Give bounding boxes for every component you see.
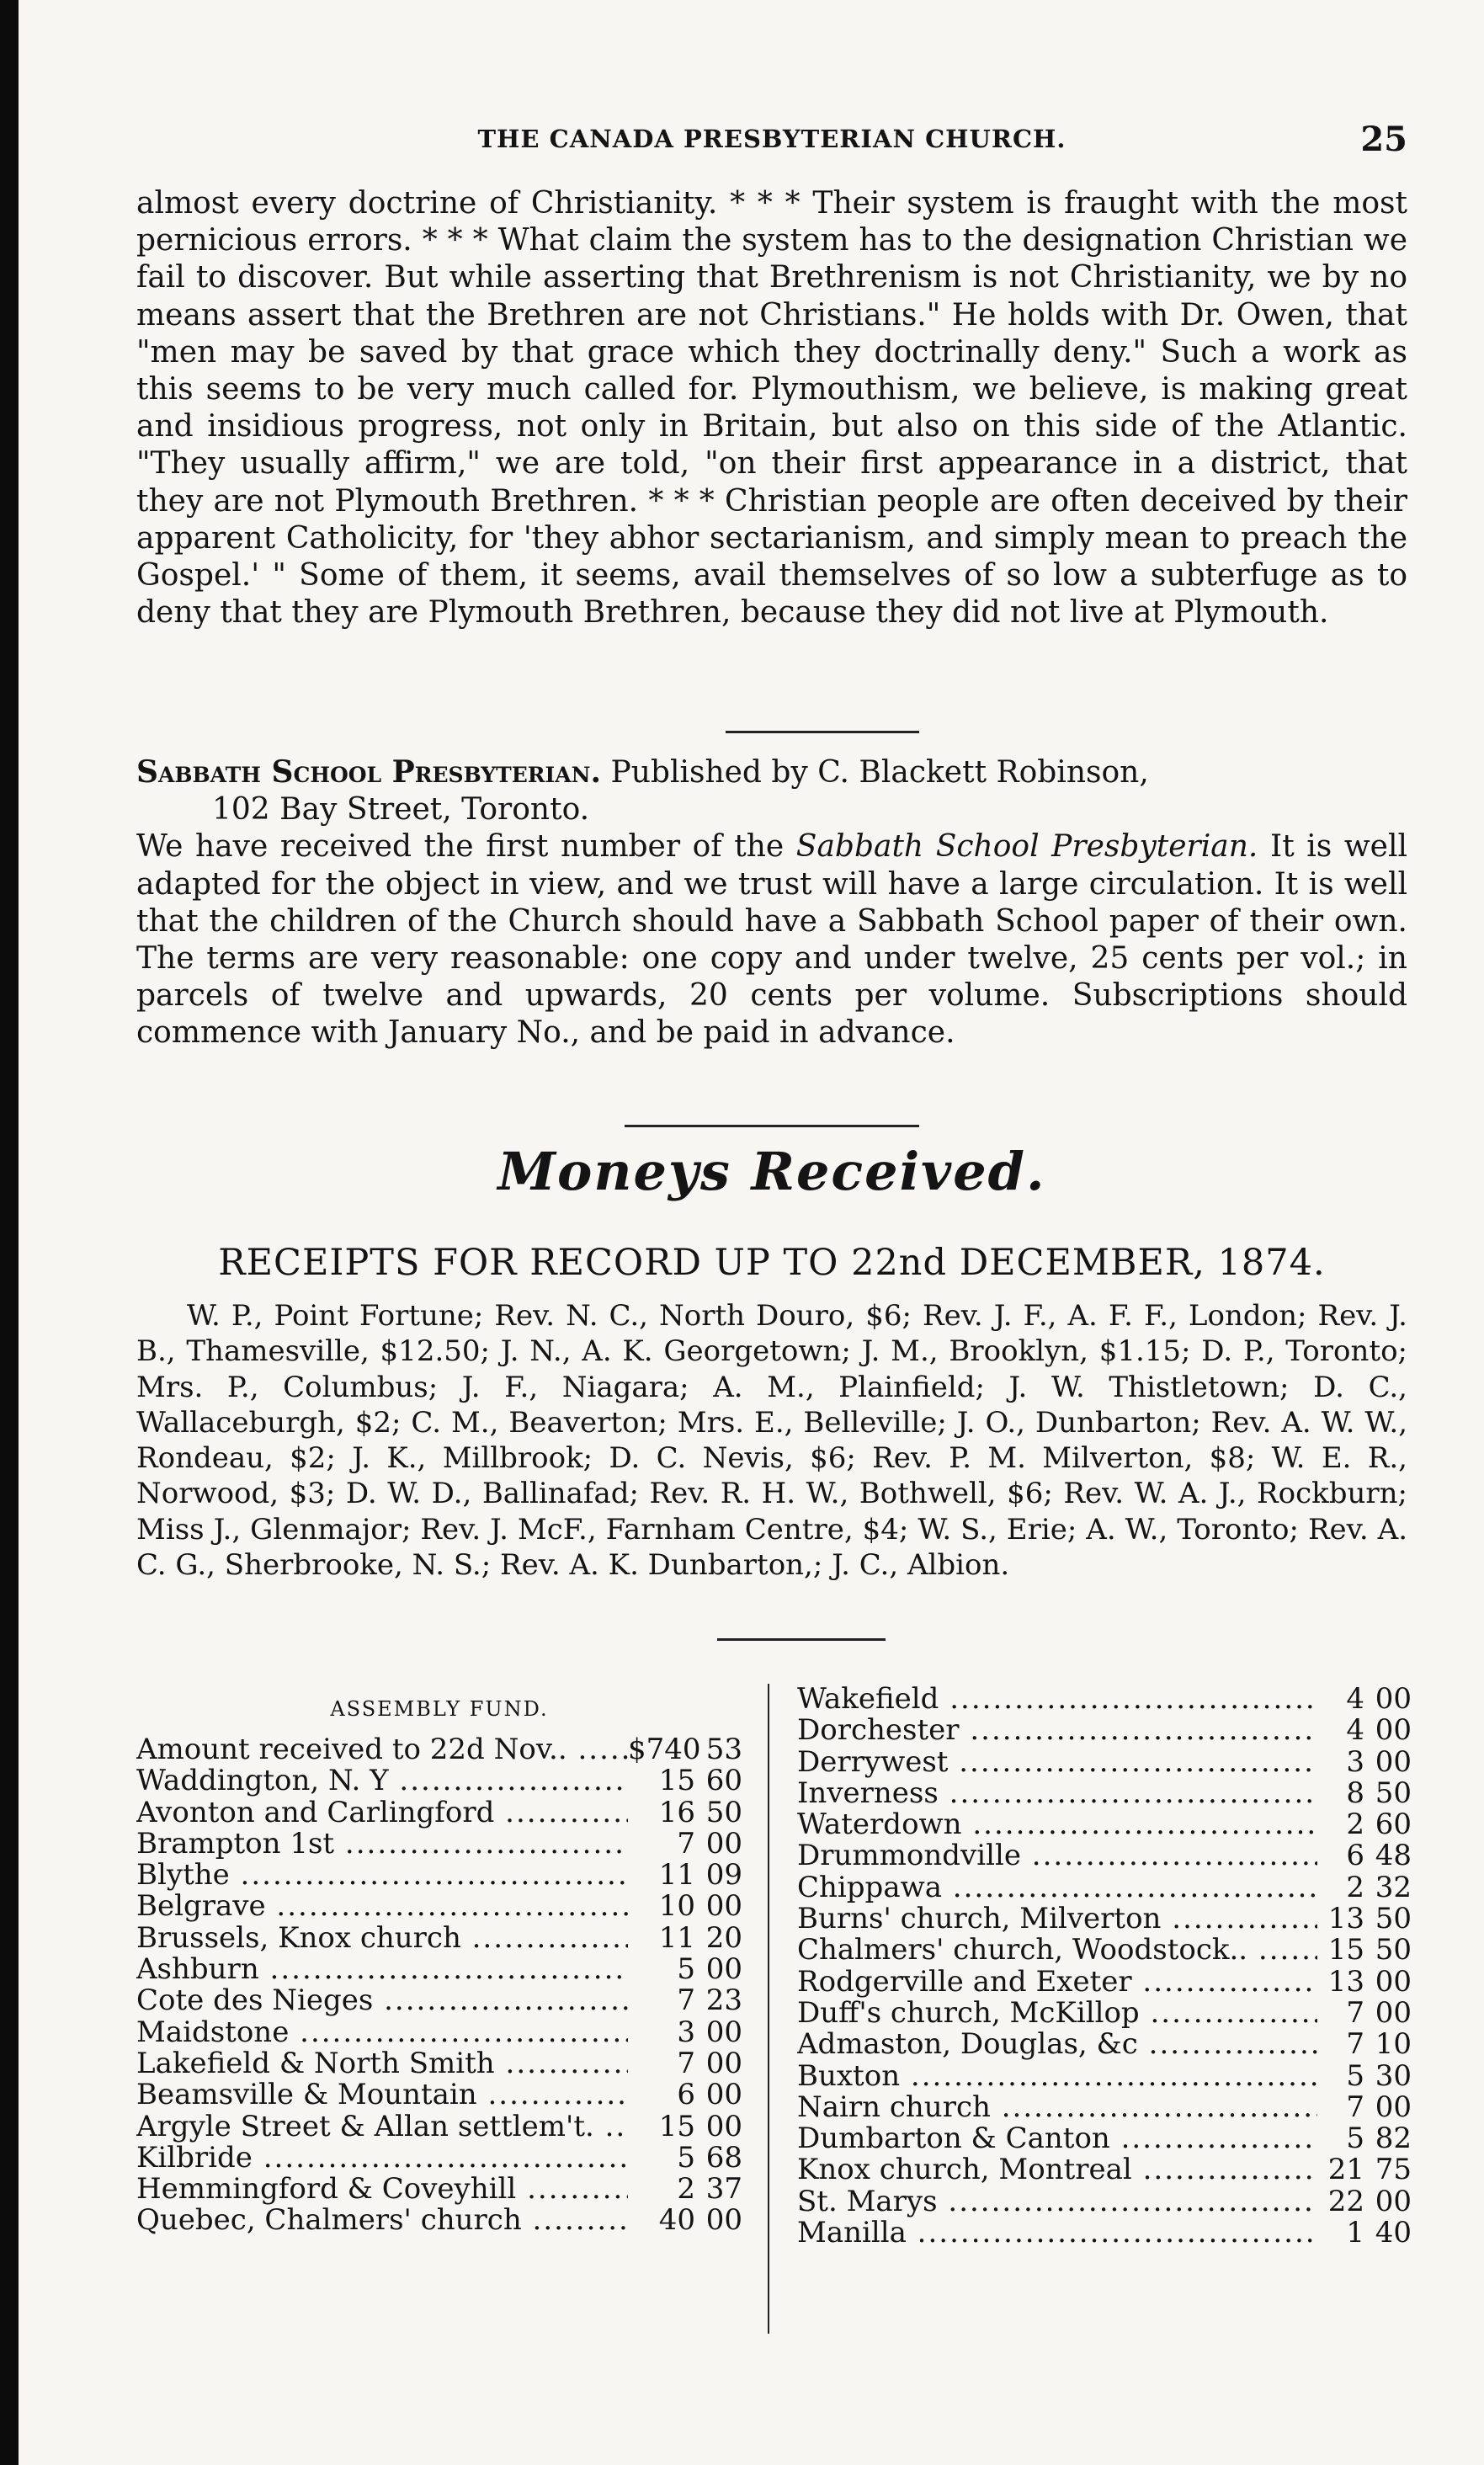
fund-row-name: Burns' church, Milverton ..... xyxy=(797,1903,1317,1935)
fund-row-dollars: 40 xyxy=(658,2203,695,2238)
fund-row xyxy=(136,1954,742,1985)
fund-row xyxy=(797,1809,1412,1840)
running-title: THE CANADA PRESBYTERIAN CHURCH. xyxy=(477,125,1066,153)
fund-row-cents: 82 xyxy=(1375,2122,1412,2156)
fund-row-name: Belgrave ..... xyxy=(136,1891,628,1922)
fund-row-name: Amount received to 22d Nov.. ..... xyxy=(136,1734,628,1765)
fund-row xyxy=(797,1964,1412,1999)
article-sabbath-school xyxy=(136,753,1407,1052)
fund-row xyxy=(136,1860,742,1891)
fund-row-cents: 09 xyxy=(705,1858,742,1893)
fund-row-name: Knox church, Montreal ..... xyxy=(797,2154,1317,2185)
fund-row-cents: 00 xyxy=(1375,1682,1412,1716)
fund-row-dollars: 7 xyxy=(1346,2090,1364,2124)
fund-row xyxy=(136,2111,742,2143)
moneys-received-heading: Moneys Received. xyxy=(497,1141,1046,1202)
fund-row-name: Rodgerville and Exeter ..... xyxy=(797,1967,1317,1998)
fund-row xyxy=(136,2048,742,2079)
fund-row-dollars: $740 xyxy=(628,1733,701,1766)
fund-row-cents: 50 xyxy=(1375,1933,1412,1967)
fund-row xyxy=(136,1920,742,1955)
fund-row xyxy=(797,2154,1412,2185)
fund-row-name: Wakefield ..... xyxy=(797,1684,1317,1715)
fund-row-cents: 00 xyxy=(705,1952,742,1987)
fund-row-cents: 00 xyxy=(705,2203,742,2238)
fund-row-name: Waterdown ..... xyxy=(797,1809,1317,1840)
fund-row-dollars: 7 xyxy=(1346,1995,1364,2030)
fund-row-name: Lakefield & North Smith ..... xyxy=(136,2048,628,2079)
fund-row-dollars: 11 xyxy=(658,1920,695,1955)
fund-row-dollars: 3 xyxy=(1346,1744,1364,1779)
fund-row-name: Avonton and Carlingford ..... xyxy=(136,1797,628,1829)
fund-row-cents: 75 xyxy=(1375,2153,1412,2187)
fund-row-cents: 60 xyxy=(1375,1807,1412,1842)
fund-row-name: Hemmingford & Coveyhill ..... xyxy=(136,2174,628,2205)
fund-row-dollars: 3 xyxy=(677,2015,695,2049)
page xyxy=(136,0,1412,2465)
fund-row xyxy=(797,1744,1412,1779)
fund-row-name: Inverness ..... xyxy=(797,1778,1317,1809)
fund-row-cents: 48 xyxy=(1375,1839,1412,1873)
fund-row-dollars: 7 xyxy=(677,2046,695,2080)
fund-row-name: St. Marys ..... xyxy=(797,2186,1317,2217)
fund-row-dollars: 8 xyxy=(1346,1776,1364,1810)
fund-row xyxy=(136,2079,742,2111)
fund-row-dollars: 15 xyxy=(1327,1933,1364,1967)
fund-row xyxy=(797,1995,1412,2030)
fund-row xyxy=(136,1891,742,1922)
fund-row-dollars: 2 xyxy=(1346,1870,1364,1904)
fund-row xyxy=(797,2058,1412,2093)
article-body-after: It is well adapted for the object in view, and we trust will have a large circulation. It is well that the children of the Church should have a Sabbath School paper of their own. The terms are very reasonable: one copy and under twelve, 25 cents per vol.; in parcels of twelve and upwards, 20 cents per volume. Subscriptions should commence with January No., and be paid in advance. xyxy=(136,829,1407,1051)
fund-row-cents: 50 xyxy=(1375,1902,1412,1936)
fund-row-cents: 00 xyxy=(705,2109,742,2143)
fund-row-cents: 32 xyxy=(1375,1870,1412,1904)
fund-row xyxy=(797,2029,1412,2060)
fund-row-name: Nairn church ..... xyxy=(797,2092,1317,2123)
fund-row-name: Chalmers' church, Woodstock.. ..... xyxy=(797,1935,1317,1966)
column-divider xyxy=(768,1684,769,2334)
fund-row-name: Ashburn ..... xyxy=(136,1954,628,1985)
fund-row xyxy=(136,1826,742,1861)
fund-row-name: Cote des Nieges ..... xyxy=(136,1985,628,2016)
fund-row-dollars: 11 xyxy=(658,1858,695,1893)
scan-edge xyxy=(0,0,19,2465)
fund-row-name: Brampton 1st ..... xyxy=(136,1829,628,1860)
fund-row-cents: 00 xyxy=(705,1826,742,1861)
article-title: Sabbath School Presbyterian. xyxy=(136,754,602,790)
fund-right-column xyxy=(797,1684,1412,2249)
fund-row-dollars: 2 xyxy=(677,2172,695,2207)
fund-row-name: Derrywest ..... xyxy=(797,1747,1317,1778)
fund-row-cents: 30 xyxy=(1375,2058,1412,2093)
fund-row-name: Maidstone ..... xyxy=(136,2017,628,2048)
running-header xyxy=(136,120,1407,162)
fund-row-dollars: 7 xyxy=(1346,2027,1364,2062)
fund-row-dollars: 15 xyxy=(658,1764,695,1798)
fund-row-cents: 53 xyxy=(705,1733,742,1766)
fund-row-cents: 00 xyxy=(705,2078,742,2112)
fund-row-cents: 23 xyxy=(705,1983,742,2018)
page-number: 25 xyxy=(1360,120,1407,159)
fund-row-dollars: 5 xyxy=(1346,2058,1364,2093)
fund-row xyxy=(797,1715,1412,1746)
fund-row-name: Dorchester ..... xyxy=(797,1715,1317,1746)
section-divider xyxy=(717,1638,886,1641)
fund-row-dollars: 5 xyxy=(677,1952,695,1987)
fund-row-dollars: 2 xyxy=(1346,1807,1364,1842)
fund-row-cents: 60 xyxy=(705,1764,742,1798)
fund-row-name: Dumbarton & Canton ..... xyxy=(797,2123,1317,2154)
fund-row-name: Beamsville & Mountain ..... xyxy=(136,2079,628,2111)
fund-row-name: Argyle Street & Allan settlem't. ..... xyxy=(136,2111,628,2143)
fund-row-name: Buxton ..... xyxy=(797,2061,1317,2092)
fund-row-cents: 20 xyxy=(705,1920,742,1955)
fund-row xyxy=(797,2217,1412,2249)
fund-row xyxy=(797,1872,1412,1903)
fund-row xyxy=(797,1935,1412,1966)
fund-row xyxy=(797,2123,1412,2154)
publisher-address: 102 Bay Street, Toronto. xyxy=(212,792,590,828)
fund-row-name: Blythe ..... xyxy=(136,1860,628,1891)
fund-row-name: Kilbride ..... xyxy=(136,2143,628,2174)
article-body-before: We have received the first number of the xyxy=(136,829,796,865)
fund-row-dollars: 6 xyxy=(677,2078,695,2112)
fund-row-dollars: 7 xyxy=(677,1983,695,2018)
fund-row-cents: 10 xyxy=(1375,2027,1412,2062)
fund-row-name: Brussels, Knox church ..... xyxy=(136,1923,628,1954)
fund-row-cents: 00 xyxy=(1375,2184,1412,2218)
fund-row-name: Drummondville ..... xyxy=(797,1840,1317,1871)
fund-row xyxy=(136,1734,742,1765)
receipts-list xyxy=(136,1298,1407,1583)
fund-row-name: Chippawa ..... xyxy=(797,1872,1317,1903)
article-body-title: Sabbath School Presbyterian. xyxy=(795,829,1258,865)
fund-row-dollars: 6 xyxy=(1346,1839,1364,1873)
fund-row-dollars: 22 xyxy=(1327,2184,1364,2218)
fund-row-cents: 00 xyxy=(1375,1744,1412,1779)
receipts-text: W. P., Point Fortune; Rev. N. C., North Douro, $6; Rev. J. F., A. F. F., London; Rev. J. B., Thamesville, $12.50; J. N., A. K. Georgetown; J. M., Brooklyn, $1.15; D. P., Toronto; Mrs. P., Columbus; J. F., Niagara; A. M., Plainfield; J. W. Thistletown; D. C., Wallaceburgh, $2; C. M., Beaverton; Mrs. E., Belleville; J. O., Dunbarton; Rev. A. W. W., Rondeau, $2; J. K., Millbrook; D. C. Nevis, $6; Rev. P. M. Milverton, $8; W. E. R., Norwood, $3; D. W. D., Ballinafad; Rev. R. H. W., Bothwell, $6; Rev. W. A. J., Rockburn; Miss J., Glenmajor; Rev. J. McF., Farnham Centre, $4; W. S., Erie; A. W., Toronto; Rev. A. C. G., Sherbrooke, N. S.; Rev. A. K. Dunbarton,; J. C., Albion. xyxy=(136,1299,1407,1583)
fund-row xyxy=(136,2174,742,2205)
fund-row-cents: 00 xyxy=(1375,1713,1412,1748)
fund-row-cents: 00 xyxy=(1375,1995,1412,2030)
fund-row-dollars: 4 xyxy=(1346,1682,1364,1716)
section-divider xyxy=(625,1125,919,1127)
fund-left-column xyxy=(136,1684,742,2237)
fund-row-dollars: 13 xyxy=(1327,1964,1364,1999)
fund-row xyxy=(136,2017,742,2048)
fund-row-name: Admaston, Douglas, &c ..... xyxy=(797,2029,1317,2060)
fund-row xyxy=(797,2186,1412,2217)
fund-row-name: Quebec, Chalmers' church ..... xyxy=(136,2205,628,2236)
fund-row xyxy=(797,1903,1412,1935)
fund-row xyxy=(797,2092,1412,2123)
fund-row-dollars: 5 xyxy=(677,2140,695,2175)
publisher-line: Published by C. Blackett Robinson, xyxy=(610,755,1149,790)
fund-row xyxy=(797,1684,1412,1715)
fund-title: ASSEMBLY FUND. xyxy=(330,1697,549,1721)
fund-row-cents: 50 xyxy=(1375,1776,1412,1810)
section-divider xyxy=(726,731,919,733)
fund-row xyxy=(136,1797,742,1829)
fund-row-cents: 50 xyxy=(705,1795,742,1829)
fund-row-cents: 00 xyxy=(705,1889,742,1924)
fund-row xyxy=(136,1985,742,2016)
assembly-fund-table xyxy=(136,1682,1412,2425)
fund-row-dollars: 10 xyxy=(658,1889,695,1924)
fund-row-dollars: 5 xyxy=(1346,2122,1364,2156)
fund-row-dollars: 21 xyxy=(1327,2153,1364,2187)
fund-row-cents: 00 xyxy=(705,2015,742,2049)
fund-row-cents: 00 xyxy=(1375,1964,1412,1999)
fund-row-name: Waddington, N. Y ..... xyxy=(136,1765,628,1797)
fund-row-dollars: 16 xyxy=(658,1795,695,1829)
fund-row xyxy=(797,1778,1412,1809)
article-plymouthism-text: almost every doctrine of Christianity. * * * Their system is fraught with the most pernicious errors. * * * What claim the system has to the designation Christian we fail to discover. But while asserting that Brethrenism is not Christianity, we by no means assert that the Brethren are not Christians." He holds with Dr. Owen, that "men may be saved by that grace which they doctrinally deny." Such a work as this seems to be very much called for. Plymouthism, we believe, is making great and insidious progress, not only in Britain, but also on this side of the Atlantic. "They usually affirm," we are told, "on their first appearance in a district, that they are not Plymouth Brethren. * * * Christian people are often deceived by their apparent Catholicity, for 'they abhor sectarianism, and simply mean to preach the Gospel.' " Some of them, it seems, avail themselves of so low a subterfuge as to deny that they are Plymouth Brethren, because they did not live at Plymouth. xyxy=(136,186,1407,631)
fund-row-cents: 00 xyxy=(1375,2090,1412,2124)
fund-row-dollars: 4 xyxy=(1346,1713,1364,1748)
fund-row xyxy=(136,1765,742,1797)
receipts-heading: RECEIPTS FOR RECORD UP TO 22nd DECEMBER, 1874. xyxy=(218,1242,1326,1284)
fund-row-cents: 68 xyxy=(705,2140,742,2175)
fund-row-name: Manilla ..... xyxy=(797,2217,1317,2249)
fund-row-dollars: 13 xyxy=(1327,1902,1364,1936)
fund-row xyxy=(136,2205,742,2236)
fund-row-dollars: 15 xyxy=(658,2109,695,2143)
fund-row-cents: 37 xyxy=(705,2172,742,2207)
fund-row-dollars: 1 xyxy=(1346,2216,1364,2250)
fund-row-cents: 00 xyxy=(705,2046,742,2080)
fund-row-dollars: 7 xyxy=(677,1826,695,1861)
fund-row-name: Duff's church, McKillop ..... xyxy=(797,1998,1317,2029)
fund-row-cents: 40 xyxy=(1375,2216,1412,2250)
fund-row xyxy=(136,2140,742,2175)
fund-row xyxy=(797,1840,1412,1871)
